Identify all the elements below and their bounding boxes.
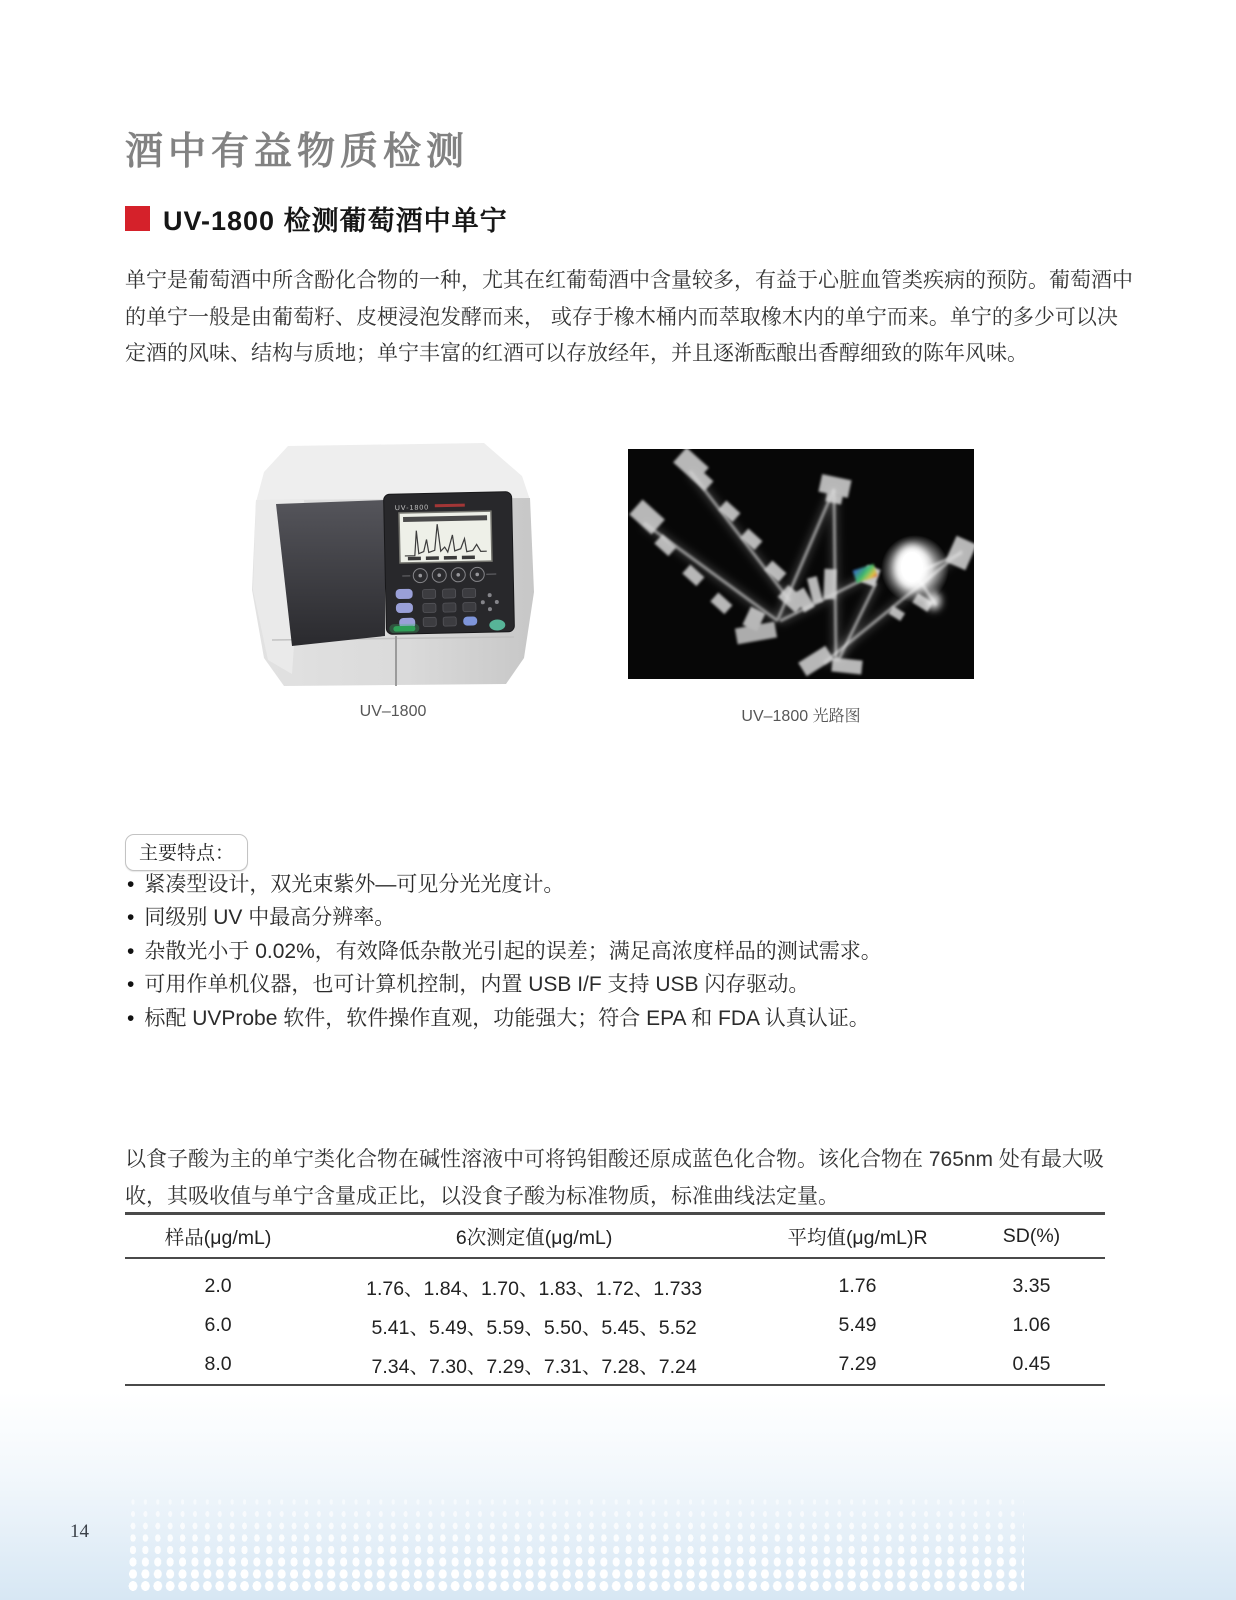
table-cell: 7.34、7.30、7.29、7.31、7.28、7.24 — [311, 1345, 757, 1385]
table-header-row — [125, 1214, 1105, 1259]
features-list — [127, 868, 882, 1035]
table-cell: 1.76 — [838, 1275, 877, 1297]
figure-caption-left: UV–1800 — [359, 703, 427, 720]
feature-item: • 可用作单机仪器，也可计算机控制，内置 USB I/F 支持 USB 闪存驱动。 — [127, 968, 882, 1001]
dot-pattern-row — [127, 1532, 1024, 1544]
column-header: 6次测定值(μg/mL) — [311, 1214, 757, 1259]
table-row — [125, 1258, 1105, 1306]
page-number: 14 — [70, 1521, 89, 1542]
intro-line: 的单宁一般是由葡萄籽、皮梗浸泡发酵而来， 或存于橡木桶内而萃取橡木内的单宁而来。单宁的多少可以决 — [125, 305, 1118, 329]
table-cell: 6.0 — [204, 1314, 232, 1336]
feature-item: • 紧凑型设计，双光束紫外—可见分光光度计。 — [127, 868, 882, 901]
intro-paragraph — [125, 263, 1133, 373]
uv1800-instrument-drawing — [246, 438, 540, 694]
instrument-panel-label: UV-1800 — [394, 504, 430, 513]
table-cell: 3.35 — [1012, 1275, 1051, 1297]
uv1800-optical-path-figure — [628, 449, 974, 679]
table-row — [125, 1345, 1105, 1385]
dot-pattern-row — [127, 1580, 1024, 1592]
intro-line: 单宁是葡萄酒中所含酚化合物的一种，尤其在红葡萄酒中含量较多，有益于心脏血管类疾病的预防。葡萄酒中 — [125, 269, 1133, 292]
method-paragraph — [125, 1142, 1125, 1215]
dot-pattern-row — [127, 1544, 1024, 1556]
page-title: 酒中有益物质检测 — [125, 131, 470, 173]
table-cell: 2.0 — [204, 1275, 232, 1297]
optical-path-diagram — [628, 449, 974, 679]
table-cell: 1.06 — [1012, 1314, 1051, 1336]
table-cell: 0.45 — [958, 1345, 1105, 1385]
feature-item: • 杂散光小于 0.02%，有效降低杂散光引起的误差；满足高浓度样品的测试需求。 — [127, 935, 882, 968]
feature-item: • 同级别 UV 中最高分辨率。 — [127, 901, 882, 934]
method-line: 收，其吸收值与单宁含量成正比，以没食子酸为标准物质，标准曲线法定量。 — [125, 1184, 839, 1208]
column-header: 样品(μg/mL) — [125, 1214, 311, 1259]
table-cell: 7.29 — [757, 1345, 958, 1385]
dot-pattern-row — [127, 1568, 1024, 1580]
results-table — [125, 1212, 1105, 1386]
uv1800-instrument-photo — [246, 438, 540, 694]
power-indicator-light — [393, 626, 415, 632]
red-square-bullet-icon — [125, 206, 150, 231]
footer-dot-pattern — [127, 1496, 1024, 1592]
table-cell: 1.76、1.84、1.70、1.83、1.72、1.733 — [366, 1277, 703, 1300]
table-cell: 5.41、5.49、5.59、5.50、5.45、5.52 — [371, 1316, 697, 1339]
table-cell: 8.0 — [125, 1345, 311, 1385]
section-heading — [125, 199, 508, 238]
dot-pattern-row — [127, 1508, 1024, 1520]
figure-caption-right: UV–1800 光路图 — [741, 708, 861, 725]
section-heading-text: UV-1800 检测葡萄酒中单宁 — [163, 206, 508, 236]
column-header: SD(%) — [958, 1214, 1105, 1259]
table-cell: 5.49 — [838, 1314, 877, 1336]
column-header: 平均值(μg/mL)R — [757, 1214, 958, 1259]
table-row — [125, 1306, 1105, 1345]
dot-pattern-row — [127, 1496, 1024, 1508]
dot-pattern-row — [127, 1556, 1024, 1568]
intro-line: 定酒的风味、结构与质地；单宁丰富的红酒可以存放经年，并且逐渐酝酿出香醇细致的陈年风味。 — [125, 342, 1028, 365]
features-label-box: 主要特点： — [125, 834, 248, 871]
feature-item: • 标配 UVProbe 软件，软件操作直观，功能强大；符合 EPA 和 FDA 认真认证。 — [127, 1002, 882, 1035]
method-line: 以食子酸为主的单宁类化合物在碱性溶液中可将钨钼酸还原成蓝色化合物。该化合物在 765nm 处有最大吸 — [125, 1148, 1104, 1171]
dot-pattern-row — [127, 1520, 1024, 1532]
